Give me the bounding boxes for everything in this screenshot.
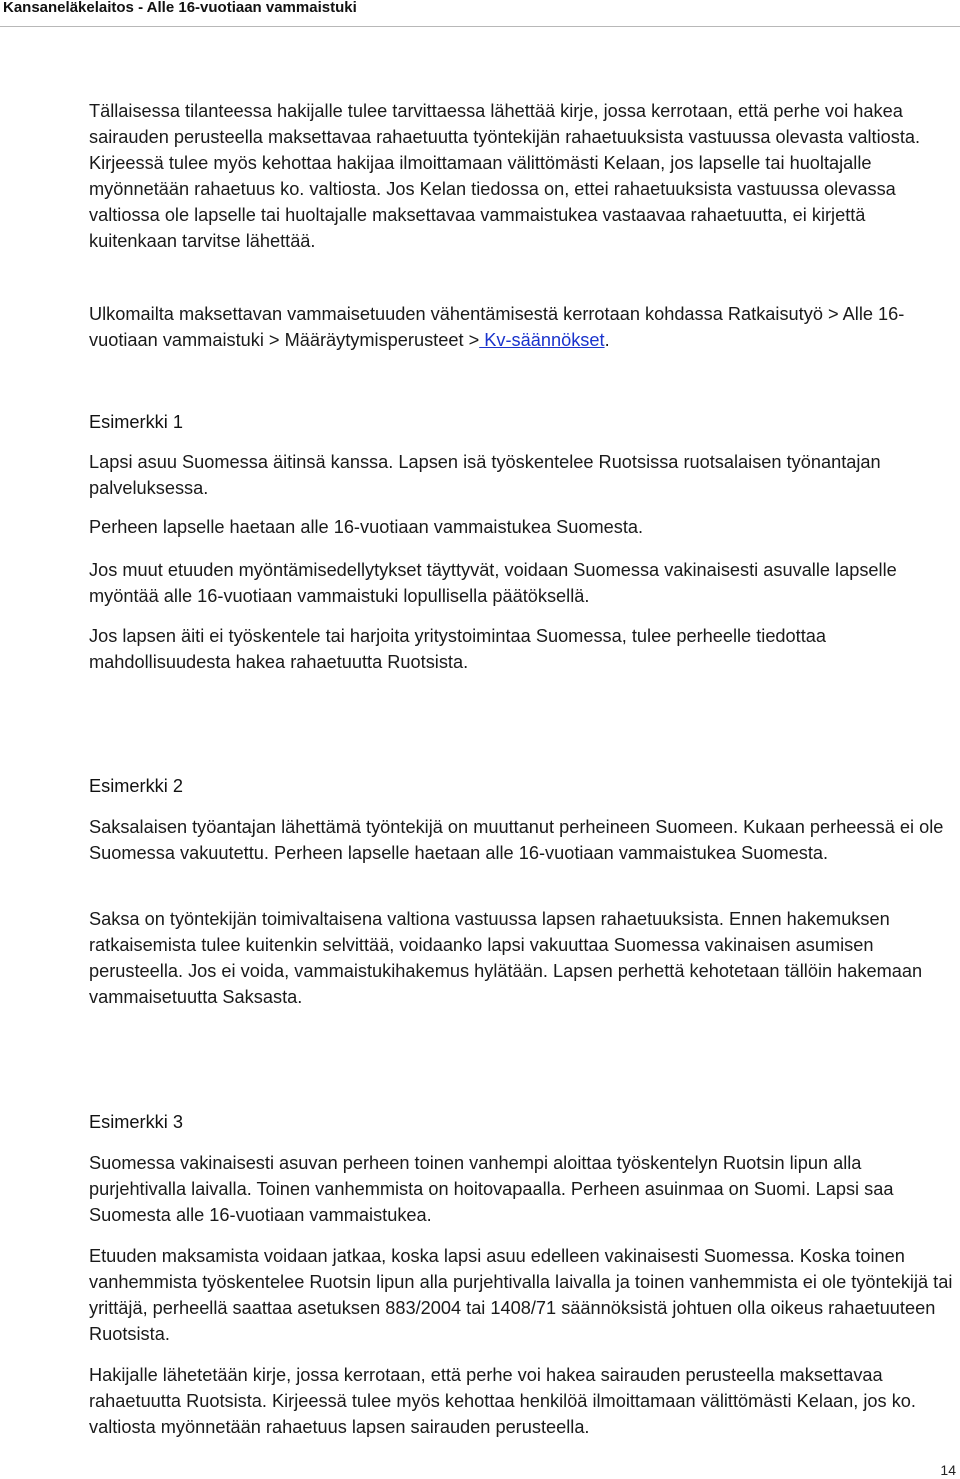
example-1-heading: Esimerkki 1 bbox=[89, 412, 183, 432]
example-1-paragraph: Jos lapsen äiti ei työskentele tai harjoita yritystoimintaa Suomessa, tulee perheelle tiedottaa mahdollisuudesta hakea rahaetuutta Ruotsista. bbox=[89, 626, 827, 672]
kv-saannokset-link[interactable]: Kv-säännökset bbox=[479, 330, 605, 350]
document-header-title: Kansaneläkelaitos - Alle 16-vuotiaan vammaistuki bbox=[3, 0, 357, 16]
example-3-paragraph: Hakijalle lähetetään kirje, jossa kerrotaan, että perhe voi hakea sairauden perusteella maksettavaa rahaetuutta Ruotsista. Kirjeessä tulee myös kehottaa henkilöä ilmoittamaan välittömästi Kelaan, jos ko. valtiosta myönnetään rahaetuus lapsen sairauden perusteella. bbox=[89, 1365, 916, 1437]
example-3-paragraph: Suomessa vakinaisesti asuvan perheen toinen vanhempi aloittaa työskentelyn Ruotsin lipun alla purjehtivalla laivalla. Toinen vanhemmista on hoitovapaalla. Perheen asuinmaa on Suomi. Lapsi saa Suomesta alle 16-vuotiaan vammaistukea. bbox=[89, 1153, 894, 1225]
example-2-paragraph: Saksalaisen työantajan lähettämä työntekijä on muuttanut perheineen Suomeen. Kukaan perheessä ei ole Suomessa vakuutettu. Perheen lapselle haetaan alle 16-vuotiaan vammaistukea Suomesta. bbox=[89, 817, 944, 863]
intro-paragraph-1: Tällaisessa tilanteessa hakijalle tulee tarvittaessa lähettää kirje, jossa kerrotaan, että perhe voi hakea sairauden perusteella maksettavaa rahaetuutta työntekijän rahaetuuksista vastuussa olevasta valtiosta. Kirjeessä tulee myös kehottaa hakijaa ilmoittamaan välittömästi Kelaan, jos lapselle tai huoltajalle myönnetään rahaetuus ko. valtiosta. Jos Kelan tiedossa on, ettei rahaetuuksista vastuussa olevassa valtiossa ole lapselle tai huoltajalle maksettavaa vammaistukea vastaavaa rahaetuutta, ei kirjettä kuitenkaan tarvitse lähettää. bbox=[89, 101, 921, 251]
example-1-paragraph: Jos muut etuuden myöntämisedellytykset täyttyvät, voidaan Suomessa vakinaisesti asuvalle lapselle myöntää alle 16-vuotiaan vammaistuki lopullisella päätöksellä. bbox=[89, 560, 897, 606]
intro-paragraph-2 bbox=[89, 301, 953, 353]
example-1-paragraph: Lapsi asuu Suomessa äitinsä kanssa. Lapsen isä työskentelee Ruotsissa ruotsalaisen työnantajan palveluksessa. bbox=[89, 452, 881, 498]
example-1-paragraph: Perheen lapselle haetaan alle 16-vuotiaan vammaistukea Suomesta. bbox=[89, 517, 644, 537]
intro-paragraph-2-end: . bbox=[604, 330, 610, 350]
header-divider bbox=[0, 26, 960, 27]
intro-paragraph-2-text: Ulkomailta maksettavan vammaisetuuden vähentämisestä kerrotaan kohdassa Ratkaisutyö > Alle 16-vuotiaan vammaistuki > Määräytymisperusteet > bbox=[89, 304, 905, 350]
example-2-paragraph: Saksa on työntekijän toimivaltaisena valtiona vastuussa lapsen rahaetuuksista. Ennen hakemuksen ratkaisemista tulee kuitenkin selvittää, voidaanko lapsi vakuuttaa Suomessa vakinaisen asumisen perusteella. Jos ei voida, vammaistukihakemus hylätään. Lapsen perhettä kehotetaan tällöin hakemaan vammaisetuutta Saksasta. bbox=[89, 909, 923, 1007]
example-2-heading: Esimerkki 2 bbox=[89, 776, 183, 796]
example-3-heading: Esimerkki 3 bbox=[89, 1112, 183, 1132]
page-number: 14 bbox=[940, 1462, 956, 1478]
example-3-paragraph: Etuuden maksamista voidaan jatkaa, koska lapsi asuu edelleen vakinaisesti Suomessa. Koska toinen vanhemmista työskentelee Ruotsin lipun alla purjehtivalla laivalla ja toinen vanhemmista ei ole työntekijä tai yrittäjä, perheellä saattaa asetuksen 883/2004 tai 1408/71 säännöksistä johtuen olla oikeus rahaetuuteen Ruotsista. bbox=[89, 1246, 953, 1344]
